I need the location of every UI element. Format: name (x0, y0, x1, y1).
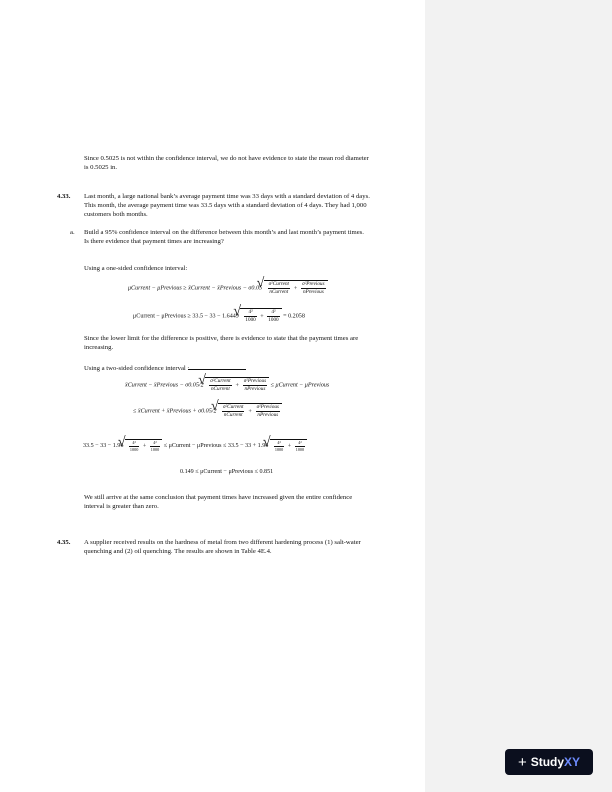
plus-sign: + (235, 382, 240, 389)
plus-sign: + (293, 285, 298, 292)
two-sided-radical-overbar (188, 369, 246, 370)
logo-text-study: Study (530, 755, 565, 769)
plus-sign: + (287, 443, 292, 450)
radical (218, 403, 282, 419)
problem-433-line2: This month, the average payment time was 33.5 days with a standard deviation of 4 days. They had 1,000 (84, 202, 367, 209)
logo-text-xy: XY (564, 755, 581, 769)
denominator: nPrevious (244, 386, 266, 392)
eq-text: 33.5 − 33 − 1.96 (83, 442, 124, 449)
problem-435-line2: quenching and (2) oil quenching. The results are shown in Table 4E.4. (84, 548, 272, 555)
fraction (129, 440, 139, 452)
prev-conclusion-line2: is 0.5025 in. (84, 164, 118, 171)
eq-result: = 0.2058 (283, 313, 305, 320)
fraction (222, 404, 244, 419)
two-sided-conclusion-line1: We still arrive at the same conclusion that payment times have increased given the entire confidence (84, 494, 353, 501)
denominator: nCurrent (223, 412, 243, 418)
denominator: nCurrent (269, 289, 289, 295)
fraction (267, 309, 279, 324)
studyxy-logo[interactable] (505, 749, 593, 775)
plus-sign: + (260, 313, 264, 320)
numerator: 4² (267, 309, 279, 317)
numerator: √ 4² (274, 440, 284, 447)
numerator: σ²Previous (256, 404, 279, 410)
problem-433-line3: customers both months. (84, 211, 148, 218)
fraction (209, 378, 231, 393)
plus-sign: + (247, 408, 253, 415)
problem-435-line1: A supplier received results on the hardness of metal from two different hardening process (1) salt-water (84, 539, 361, 546)
problem-number-435: 4.35. (57, 539, 71, 546)
one-sided-conclusion-line2: increasing. (84, 344, 114, 351)
one-sided-conclusion-line1: Since the lower limit for the difference is positive, there is evidence to state that the payment times are (84, 335, 359, 342)
part-a-letter: a. (70, 229, 75, 236)
part-a-line2: Is there evidence that payment times are increasing? (84, 238, 224, 245)
eq-text-right: ≤ μCurrent − μPrevious (270, 382, 330, 389)
numerator: √ 4² (244, 309, 256, 317)
radical (205, 377, 269, 393)
one-sided-equation-numeric (133, 308, 305, 324)
denominator: 1000 (129, 446, 139, 452)
problem-433-line1: Last month, a large national bank’s average payment time was 33 days with a standard deviation of 4 days. (84, 193, 370, 200)
numerator: √ σ²Current (210, 378, 231, 384)
problem-number-433: 4.33. (57, 193, 71, 200)
eq-text-middle: ≤ μCurrent − μPrevious ≤ 33.5 − 33 + 1.96 (163, 442, 269, 449)
two-sided-conclusion-line2: interval is greater than zero. (84, 503, 159, 510)
fraction (256, 404, 280, 419)
eq-text: μCurrent − μPrevious ≥ 33.5 − 33 − 1.6449 (133, 313, 239, 320)
fraction (301, 281, 325, 296)
fraction (243, 378, 267, 393)
prev-conclusion-line1: Since 0.5025 is not within the confidence interval, we do not have evidence to state the mean rod diameter (84, 155, 369, 162)
one-sided-heading: Using a one-sided confidence interval: (84, 265, 188, 272)
numerator: σ²Previous (243, 378, 267, 384)
plus-sign: + (142, 443, 147, 450)
two-sided-equation-numeric (83, 439, 307, 452)
fraction (268, 281, 290, 296)
numerator: 4² (150, 440, 160, 447)
numerator: σ²Previous (302, 281, 325, 287)
fraction (150, 440, 160, 452)
denominator: nPrevious (302, 289, 324, 295)
numerator: 4² (295, 440, 305, 447)
fraction (295, 440, 305, 452)
eq-text: μCurrent − μPrevious ≥ x̄Current − x̄Previous − σ0.05 (128, 285, 263, 292)
two-sided-result: 0.149 ≤ μCurrent − μPrevious ≤ 0.851 (180, 469, 274, 475)
plus-icon: + (517, 753, 527, 771)
denominator: 1000 (150, 446, 160, 452)
denominator: 1000 (274, 446, 284, 452)
radical (270, 439, 307, 452)
denominator: 1000 (295, 446, 305, 452)
comment-sidebar (425, 0, 612, 792)
eq-text: x̄Current − x̄Previous − σ0.05/2 (125, 382, 204, 389)
eq-text: ≤ x̄Current + x̄Previous + σ0.05/2 (133, 408, 217, 415)
numerator: √ σ²Current (223, 404, 244, 410)
numerator: √ σ²Current (268, 281, 289, 287)
fraction (244, 309, 256, 324)
numerator: √ 4² (129, 440, 139, 447)
radical (264, 280, 328, 296)
part-a-line1: Build a 95% confidence interval on the difference between this month’s and last month’s payment times. (84, 229, 364, 236)
one-sided-equation-symbolic (128, 280, 328, 296)
radical (240, 308, 281, 324)
denominator: nCurrent (210, 386, 230, 392)
fraction (274, 440, 284, 452)
radical (125, 439, 162, 452)
two-sided-equation-line2 (133, 403, 282, 419)
denominator: nPrevious (257, 412, 279, 418)
denominator: 1000 (268, 317, 279, 323)
two-sided-heading: Using a two-sided confidence interval : (84, 365, 190, 372)
denominator: 1000 (245, 317, 256, 323)
two-sided-equation-line1 (125, 377, 329, 393)
